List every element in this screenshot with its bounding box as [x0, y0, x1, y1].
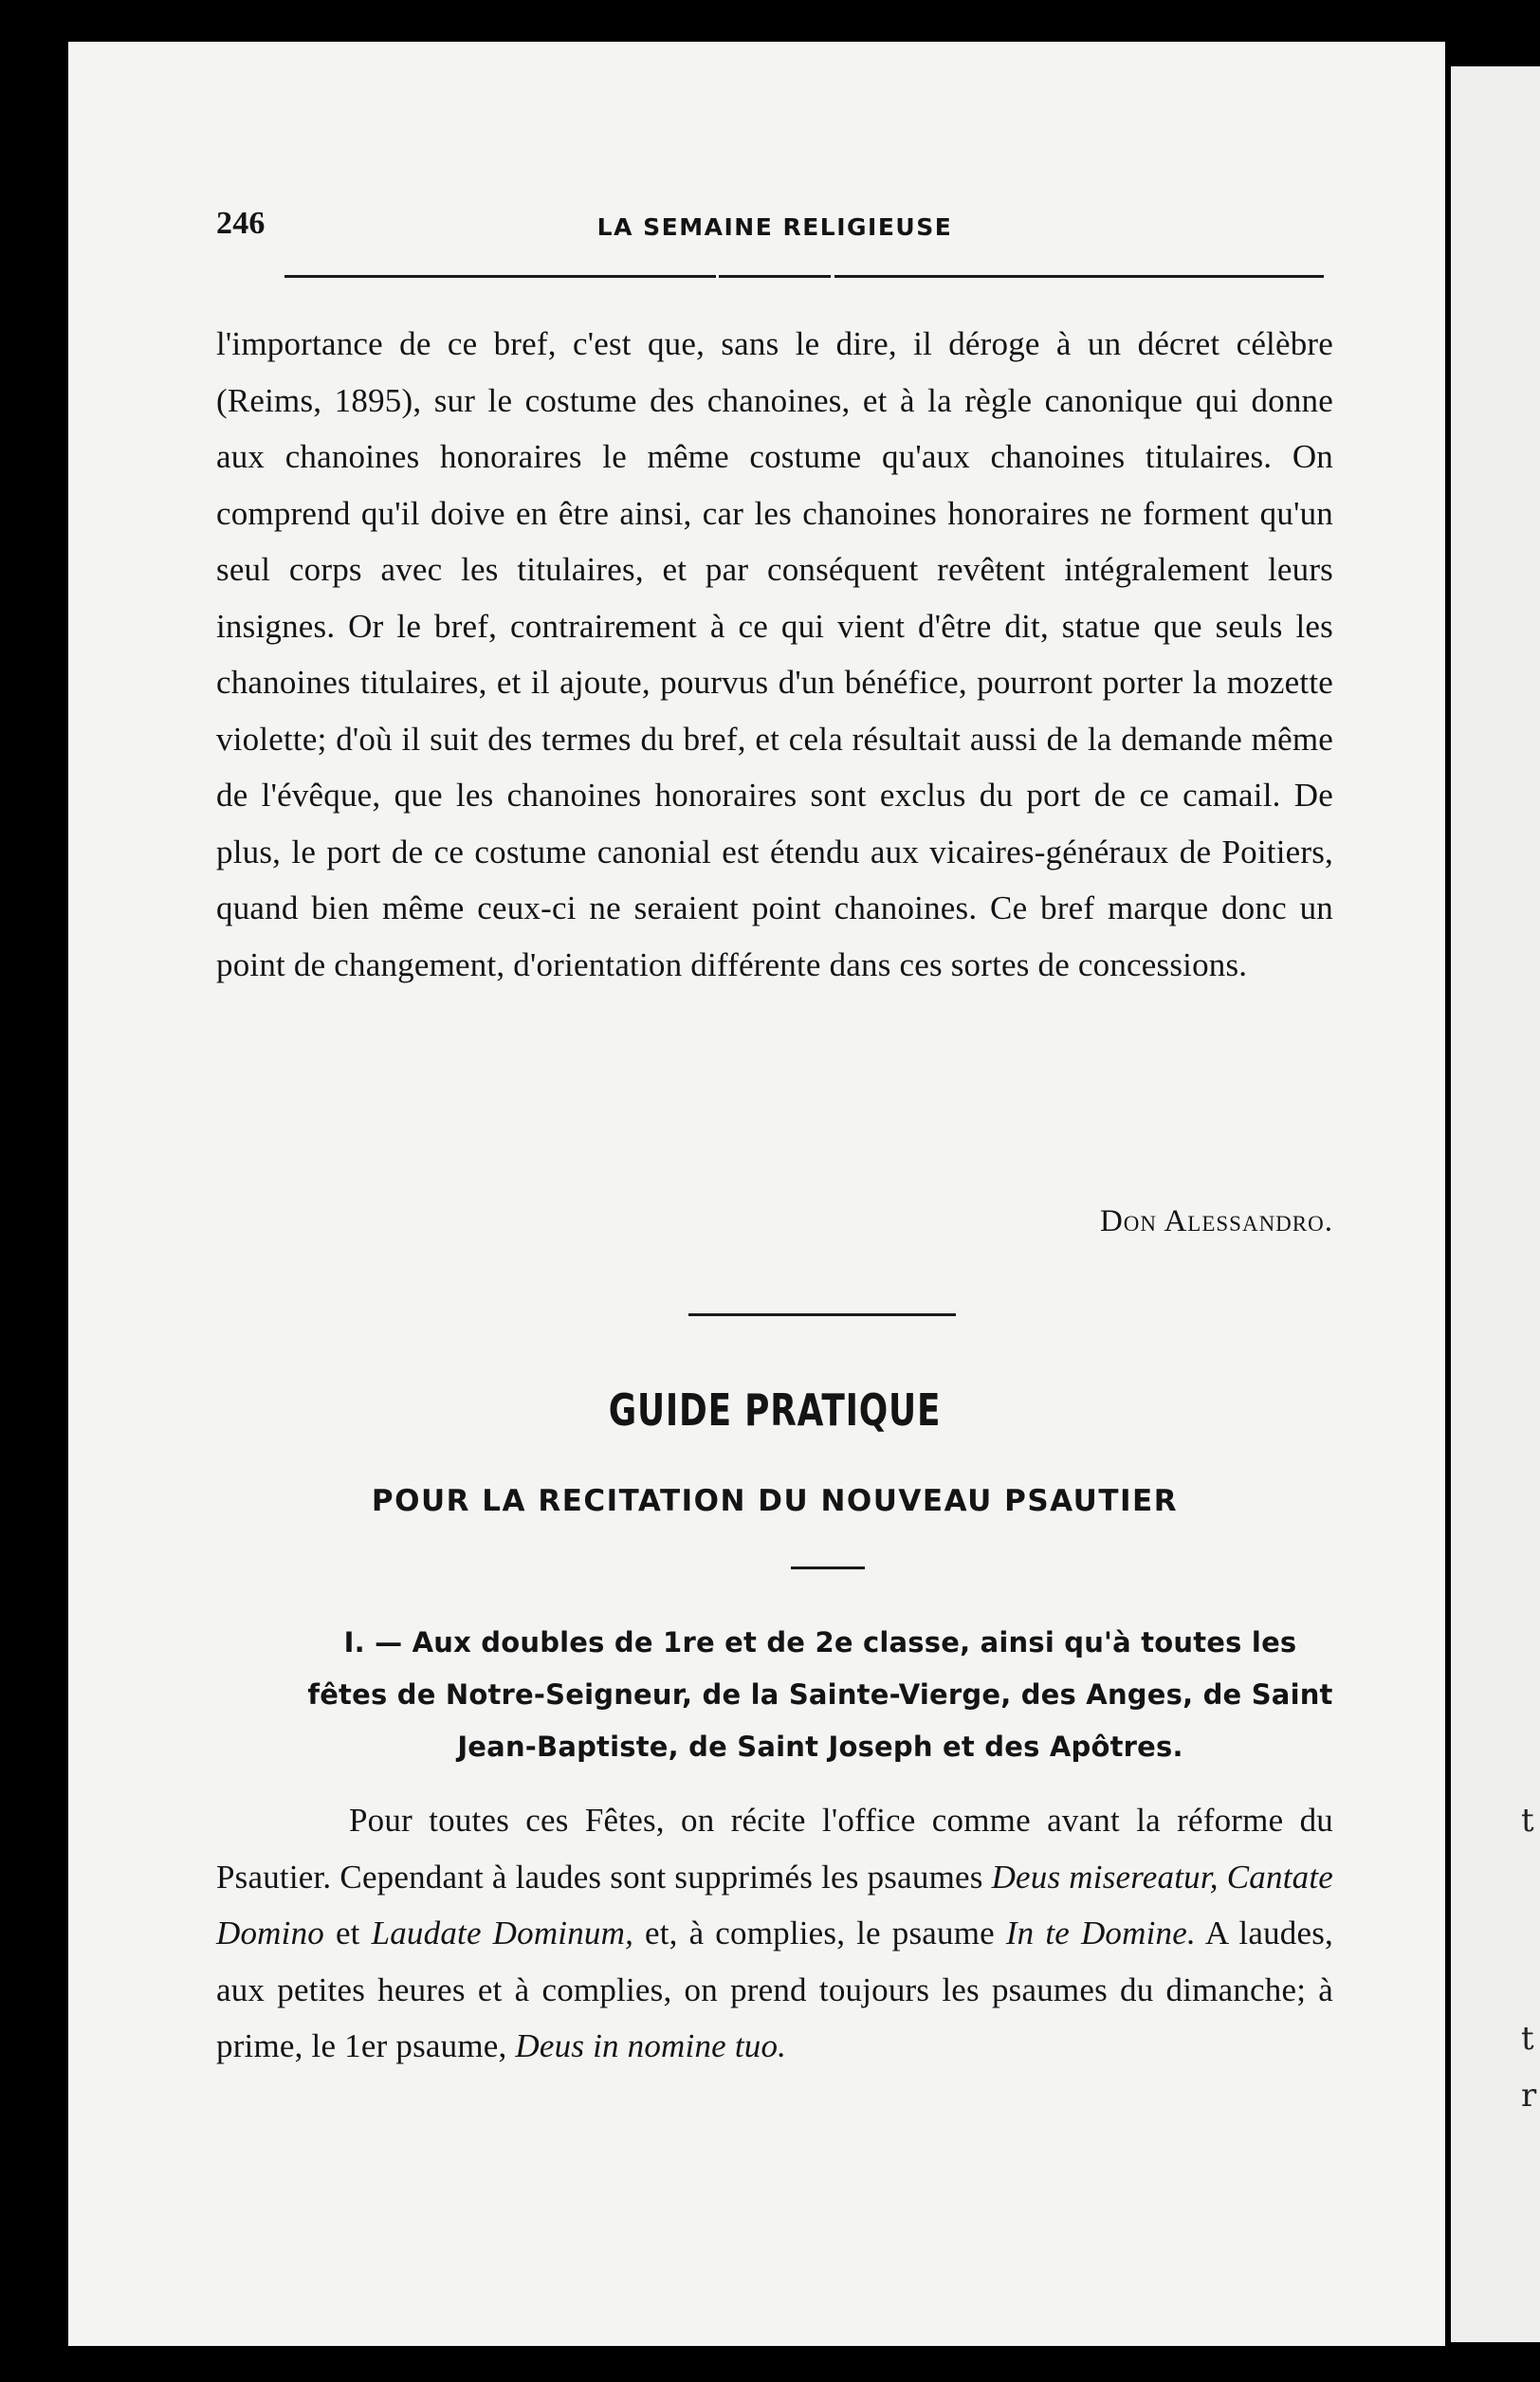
- page-header: [216, 206, 1333, 259]
- author-signature: Don Alessandro.: [1099, 1204, 1333, 1238]
- margin-fragment: t: [1521, 2020, 1534, 2058]
- section-divider: [688, 1313, 956, 1316]
- section-1-text-3: et, à complies, le psaume: [633, 1915, 1006, 1951]
- section-1-text-2: et: [323, 1915, 372, 1951]
- small-divider: [791, 1567, 865, 1569]
- section-1-italic-1: Deus misereatur, Cantate Domino: [216, 1858, 1333, 1951]
- header-rule-right: [834, 275, 1324, 278]
- guide-subtitle: POUR LA RECITATION DU NOUVEAU PSAUTIER: [371, 1484, 1179, 1518]
- header-rule-left: [284, 275, 716, 278]
- section-1-heading: I. — Aux doubles de 1re et de 2e classe, ainsi qu'à toutes les fêtes de Notre-Seigneur, de la Sainte-Vierge, des Anges, de Saint Jean-Baptiste, de Saint Joseph et des Apôtres.: [307, 1626, 1333, 1763]
- running-title: LA SEMAINE RELIGIEUSE: [596, 213, 953, 241]
- header-rule-middle: [719, 275, 831, 278]
- section-1-italic-4: Deus in nomine tuo.: [515, 2027, 787, 2064]
- section-1-italic-3: In te Domine.: [1005, 1915, 1196, 1951]
- margin-fragment: r: [1521, 2077, 1537, 2115]
- page-number: 246: [216, 206, 266, 241]
- article-closing-paragraph: l'importance de ce bref, c'est que, sans le dire, il déroge à un décret célèbre (Reims, 1895), sur le costume des chanoines, et à la règle canonique qui donne aux chanoines honoraires le même costume qu'aux chanoines titulaires. On comprend qu'il doive en être ainsi, car les chanoines honoraires ne forment qu'un seul corps avec les titulaires, et par conséquent revêtent intégralement leurs insignes. Or le bref, contrairement à ce qui vient d'être dit, statue que seuls les chanoines titulaires, et il ajoute, pourvus d'un bénéfice, pourront porter la mozette violette; d'où il suit des termes du bref, et cela résultait aussi de la demande même de l'évêque, que les chanoines honoraires sont exclus du port de ce camail. De plus, le port de ce costume canonial est étendu aux vicaires-généraux de Poitiers, quand bien même ceux-ci ne seraient point chanoines. Ce bref marque donc un point de changement, d'orientation différente dans ces sortes de concessions.: [216, 325, 1333, 983]
- guide-title: GUIDE PRATIQUE: [608, 1384, 942, 1436]
- margin-fragment: t: [1521, 1802, 1534, 1840]
- section-1-italic-2: Laudate Dominum,: [371, 1915, 634, 1951]
- adjacent-page-edge: [1451, 66, 1540, 2342]
- section-1-paragraph: [216, 1792, 1333, 2075]
- section-1-text-1: Pour toutes ces Fêtes, on récite l'office comme avant la réforme du Psautier. Cependant à laudes sont supprimés les psaumes: [216, 1802, 1333, 1896]
- section-1-text-4: A laudes, aux petites heures et à complies, on prend toujours les psaumes du dimanche; à prime, le 1er psaume,: [216, 1915, 1333, 2064]
